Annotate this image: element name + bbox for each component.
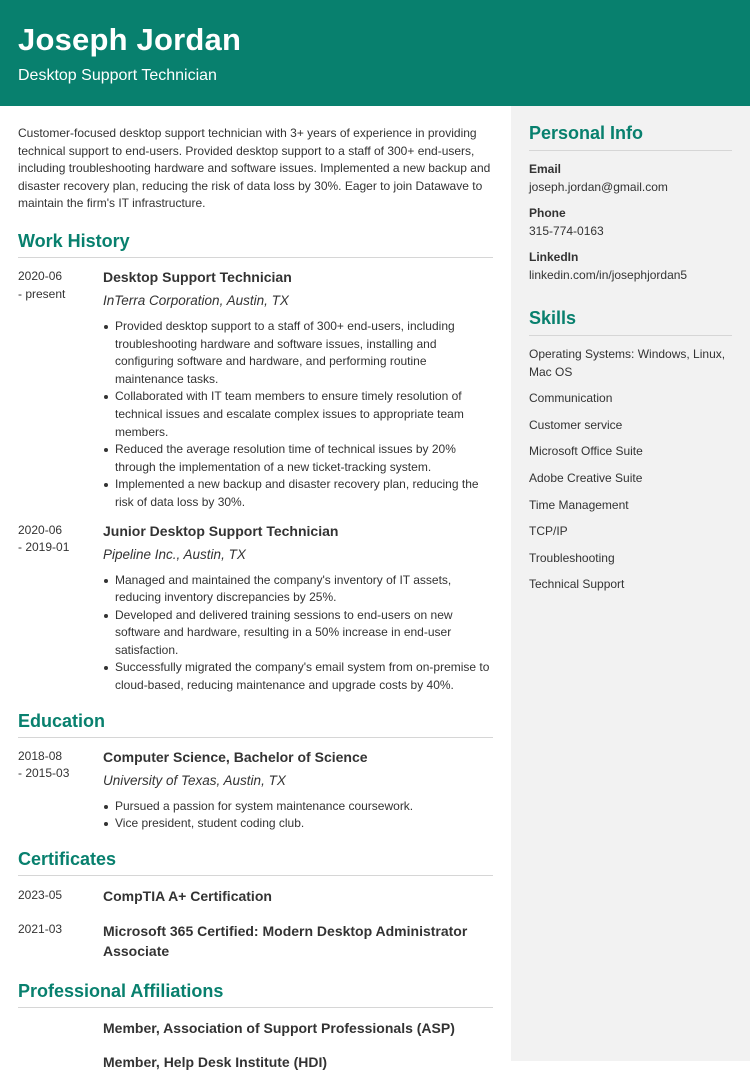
phone-label: Phone <box>529 206 566 220</box>
job-bullet: Implemented a new backup and disaster recovery plan, reducing the risk of data loss by 30%. <box>103 476 493 511</box>
job-bullet: Successfully migrated the company's email system from on-premise to cloud-based, reducing maintenance and upgrade costs by 40%. <box>103 659 493 694</box>
contact-email <box>529 162 732 194</box>
certificate-date: 2023-05 <box>18 887 63 902</box>
education-entry <box>18 748 493 833</box>
candidate-role: Desktop Support Technician <box>18 67 217 84</box>
skills-heading: Skills <box>529 308 732 336</box>
education-school: University of Texas, Austin, TX <box>103 772 286 788</box>
job-date-start: 2020-06 <box>18 522 63 537</box>
linkedin-label: LinkedIn <box>529 250 579 264</box>
skill-item: Operating Systems: Windows, Linux, Mac OS <box>529 347 726 379</box>
job-bullet: Managed and maintained the company's inventory of IT assets, reducing inventory discrepancies by 25%. <box>103 572 493 607</box>
certificate-name-line: Microsoft 365 Certified: Modern Desktop Administrator <box>103 922 468 939</box>
affiliation-entry <box>18 1019 493 1037</box>
summary: Customer-focused desktop support technician with 3+ years of experience in providing technical support to end-users. Provided desktop support to a staff of 300+ end-users, including troubleshooting hardware and software issues. Implemented a new backup and disaster recovery plan, reducing the risk of data loss by 30%. Eager to join Datawave to maintain the firm's IT infrastructure. <box>18 126 491 211</box>
skill-item: Customer service <box>529 417 623 432</box>
affiliations-heading: Professional Affiliations <box>18 981 493 1008</box>
skill-item: Communication <box>529 391 613 406</box>
job-bullets <box>103 572 493 695</box>
skill-item: Microsoft Office Suite <box>529 444 643 459</box>
job-bullet: Provided desktop support to a staff of 300+ end-users, including troubleshooting hardware and software issues, installing and configuring software and hardware, and performing routine maintenance tasks. <box>103 318 493 388</box>
job-date <box>18 522 98 557</box>
education-date <box>18 748 98 783</box>
affiliation-name: Member, Help Desk Institute (HDI) <box>103 1053 328 1070</box>
job-entry <box>18 268 493 512</box>
skill-item: Time Management <box>529 497 629 512</box>
certificate-name: CompTIA A+ Certification <box>103 887 272 904</box>
certificate-entry <box>18 887 493 905</box>
certificate-name <box>103 921 493 961</box>
job-title: Desktop Support Technician <box>103 268 292 285</box>
sidebar-content <box>529 123 732 594</box>
job-date-end: - 2019-01 <box>18 540 70 555</box>
skill-item: Troubleshooting <box>529 550 615 565</box>
job-bullet: Reduced the average resolution time of technical issues by 20% through the implementation of a new ticket-tracking system. <box>103 441 493 476</box>
contact-linkedin <box>529 250 732 282</box>
skills-list <box>529 346 732 594</box>
certificate-entry <box>18 921 493 961</box>
affiliation-entry <box>18 1053 493 1071</box>
candidate-name: Joseph Jordan <box>18 22 242 57</box>
job-bullet: Developed and delivered training sessions to end-users on new software and hardware, resulting in a 50% increase in end-user satisfaction. <box>103 607 493 660</box>
job-date <box>18 268 98 303</box>
education-bullet: Vice president, student coding club. <box>103 815 493 833</box>
email-value[interactable]: joseph.jordan@gmail.com <box>529 180 668 194</box>
job-entry <box>18 522 493 695</box>
certificate-date: 2021-03 <box>18 921 63 936</box>
phone-value[interactable]: 315-774-0163 <box>529 224 604 238</box>
linkedin-value[interactable]: linkedin.com/in/josephjordan5 <box>529 268 688 282</box>
job-bullet: Collaborated with IT team members to ensure timely resolution of technical issues and escalate complex issues to appropriate team members. <box>103 388 493 441</box>
job-date-end: - present <box>18 286 66 301</box>
resume-header <box>0 0 750 106</box>
personal-info-heading: Personal Info <box>529 123 732 151</box>
education-bullet: Pursued a passion for system maintenance coursework. <box>103 798 493 816</box>
education-bullets <box>103 798 493 833</box>
education-degree: Computer Science, Bachelor of Science <box>103 748 368 765</box>
job-org: InTerra Corporation, Austin, TX <box>103 292 289 308</box>
job-org: Pipeline Inc., Austin, TX <box>103 546 246 562</box>
affiliation-name: Member, Association of Support Professionals (ASP) <box>103 1019 455 1036</box>
work-history-heading: Work History <box>18 231 493 258</box>
email-label: Email <box>529 162 562 176</box>
contact-phone <box>529 206 732 238</box>
skill-item: TCP/IP <box>529 524 568 539</box>
education-heading: Education <box>18 711 493 738</box>
skill-item: Technical Support <box>529 577 625 592</box>
certificate-name-line: Associate <box>103 942 170 959</box>
certificates-heading: Certificates <box>18 849 493 876</box>
main-column <box>18 125 493 1071</box>
job-bullets <box>103 318 493 512</box>
education-date-start: 2018-08 <box>18 748 63 763</box>
education-date-end: - 2015-03 <box>18 766 70 781</box>
job-date-start: 2020-06 <box>18 268 63 283</box>
job-title: Junior Desktop Support Technician <box>103 522 339 539</box>
skill-item: Adobe Creative Suite <box>529 470 643 485</box>
